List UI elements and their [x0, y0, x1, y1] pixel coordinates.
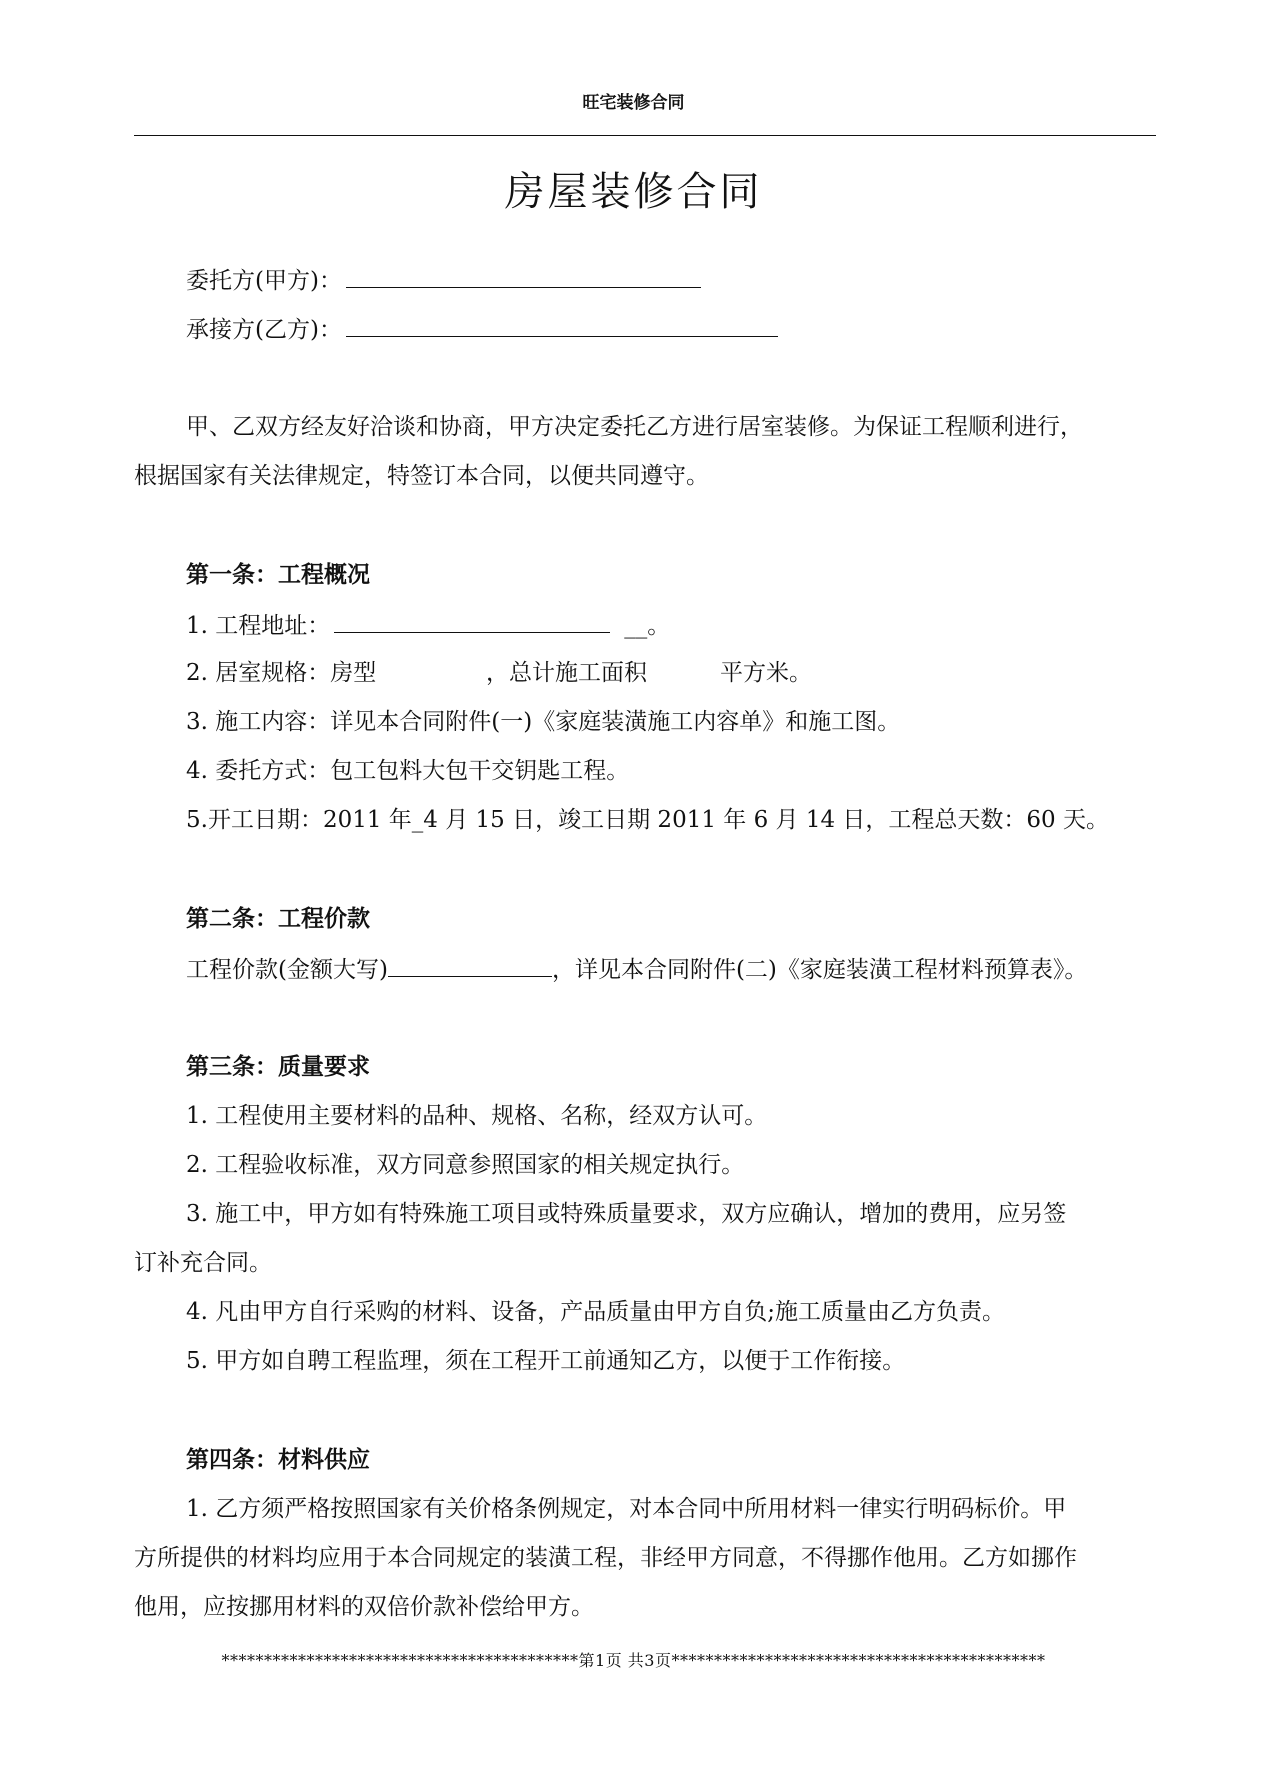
- article-4-item-1-line-2: [0, 1538, 1267, 1578]
- party-a-row: [0, 259, 1267, 299]
- supply-item-1c: 他用，应按挪用材料的双倍价款补偿给甲方。: [134, 1594, 594, 1620]
- article-2-text: [0, 948, 1267, 988]
- article-1-item-4: [0, 751, 1267, 791]
- article-3-item-5: [0, 1341, 1267, 1381]
- address-label: 1. 工程地址：: [186, 613, 331, 639]
- party-b-label: 承接方(乙方)：: [186, 317, 342, 343]
- intro-text-1: 甲、乙双方经友好洽谈和协商，甲方决定委托乙方进行居室装修。为保证工程顺利进行，: [186, 414, 1083, 440]
- intro-line-2: [0, 456, 1267, 496]
- quality-item-4: 4. 凡由甲方自行采购的材料、设备，产品质量由甲方自负;施工质量由乙方负责。: [186, 1299, 1006, 1325]
- article-4-item-1-line-3: [0, 1587, 1267, 1627]
- article-1-item-5: [0, 800, 1267, 840]
- party-a-blank[interactable]: [346, 259, 701, 288]
- article-1-heading-row: [0, 555, 1267, 595]
- quality-item-2: 2. 工程验收标准，双方同意参照国家的相关规定执行。: [186, 1152, 745, 1178]
- article-3-heading: 第三条：质量要求: [186, 1054, 370, 1080]
- article-2-heading-row: [0, 899, 1267, 939]
- article-4-heading-row: [0, 1440, 1267, 1480]
- address-blank[interactable]: [334, 604, 610, 633]
- intro-line-1: [0, 407, 1267, 447]
- article-3-heading-row: [0, 1047, 1267, 1087]
- price-label: 工程价款(金额大写): [186, 957, 388, 983]
- article-3-item-3-line-1: [0, 1194, 1267, 1234]
- quality-item-5: 5. 甲方如自聘工程监理，须在工程开工前通知乙方，以便于工作衔接。: [186, 1348, 906, 1374]
- article-1-item-2: [0, 653, 1267, 693]
- commission-method: 4. 委托方式：包工包料大包干交钥匙工程。: [186, 758, 630, 784]
- spec-part-c: 平方米。: [720, 660, 812, 686]
- price-tail: ，详见本合同附件(二)《家庭装潢工程材料预算表》。: [551, 957, 1088, 983]
- article-2-heading: 第二条：工程价款: [186, 906, 370, 932]
- quality-item-3b: 订补充合同。: [134, 1250, 272, 1276]
- article-3-item-4: [0, 1292, 1267, 1332]
- article-1-heading: 第一条：工程概况: [186, 562, 370, 588]
- schedule: 5.开工日期：2011 年_4 月 15 日，竣工日期 2011 年 6 月 14 日，工程总天数：60 天。: [186, 807, 1109, 833]
- article-3-item-1: [0, 1096, 1267, 1136]
- article-1-item-1: [0, 604, 1267, 644]
- article-3-item-2: [0, 1145, 1267, 1185]
- document-title: 房屋装修合同: [504, 169, 763, 215]
- quality-item-3a: 3. 施工中，甲方如有特殊施工项目或特殊质量要求，双方应确认，增加的费用，应另签: [186, 1201, 1067, 1227]
- header-divider: [134, 135, 1156, 136]
- spec-part-a: 2. 居室规格：房型: [186, 660, 377, 686]
- article-3-item-3-line-2: [0, 1243, 1267, 1283]
- supply-item-1a: 1. 乙方须严格按照国家有关价格条例规定，对本合同中所用材料一律实行明码标价。甲: [186, 1496, 1067, 1522]
- party-b-blank[interactable]: [346, 308, 778, 337]
- intro-text-2: 根据国家有关法律规定，特签订本合同，以便共同遵守。: [134, 463, 709, 489]
- page-footer: ******************************************第1页 共3页********************************************: [221, 1651, 1046, 1670]
- quality-item-1: 1. 工程使用主要材料的品种、规格、名称，经双方认可。: [186, 1103, 768, 1129]
- article-1-item-3: [0, 702, 1267, 742]
- article-4-item-1-line-1: [0, 1489, 1267, 1529]
- page-header: 旺宅装修合同: [582, 93, 685, 113]
- spec-part-b: ，总计施工面积: [486, 660, 647, 686]
- party-a-label: 委托方(甲方)：: [186, 268, 342, 294]
- party-b-row: [0, 308, 1267, 348]
- article-4-heading: 第四条：材料供应: [186, 1447, 370, 1473]
- address-tail: __。: [624, 613, 671, 639]
- construction-content: 3. 施工内容：详见本合同附件(一)《家庭装潢施工内容单》和施工图。: [186, 709, 901, 735]
- supply-item-1b: 方所提供的材料均应用于本合同规定的装潢工程，非经甲方同意，不得挪作他用。乙方如挪作: [134, 1545, 1077, 1571]
- price-blank[interactable]: [388, 948, 552, 977]
